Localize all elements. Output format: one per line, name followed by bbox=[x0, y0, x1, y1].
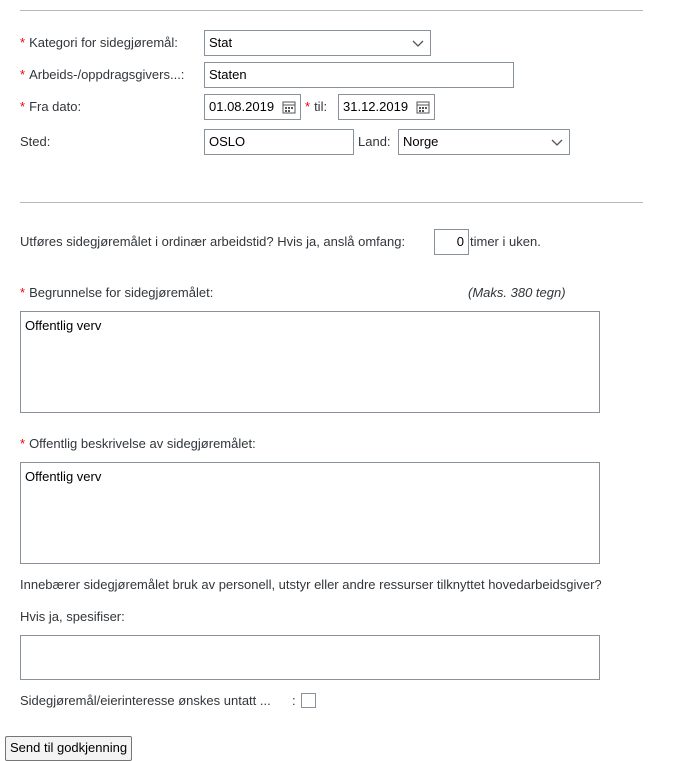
calendar-icon[interactable] bbox=[416, 100, 430, 114]
begrunnelse-hint: (Maks. 380 tegn) bbox=[468, 285, 566, 300]
fra-dato-label-text: Fra dato: bbox=[29, 99, 82, 114]
spesifiser-label: Hvis ja, spesifiser: bbox=[20, 609, 125, 624]
required-marker: * bbox=[20, 35, 26, 50]
calendar-icon[interactable] bbox=[282, 100, 296, 114]
fra-dato-value: 01.08.2019 bbox=[209, 99, 275, 114]
offentlig-beskrivelse-label bbox=[20, 436, 256, 452]
offentlig-beskrivelse-label-text: Offentlig beskrivelse av sidegjøremålet: bbox=[29, 436, 256, 451]
required-marker: * bbox=[20, 285, 26, 300]
kategori-label-text: Kategori for sidegjøremål: bbox=[29, 35, 178, 50]
til-dato-value: 31.12.2019 bbox=[343, 99, 409, 114]
til-dato-label-text: til: bbox=[314, 99, 328, 114]
arbeidstid-input[interactable] bbox=[434, 229, 469, 255]
fra-dato-label bbox=[20, 99, 81, 115]
arbeidsgiver-label-text: Arbeids-/oppdragsgivers...: bbox=[29, 67, 185, 82]
arbeidstid-value: 0 bbox=[456, 234, 464, 249]
til-dato-input[interactable] bbox=[338, 94, 435, 120]
begrunnelse-textarea[interactable] bbox=[20, 311, 600, 413]
top-divider bbox=[20, 10, 643, 11]
chevron-down-icon bbox=[551, 137, 563, 147]
unntatt-label: Sidegjøremål/eierinteresse ønskes untatt ... bbox=[20, 693, 271, 708]
begrunnelse-label-text: Begrunnelse for sidegjøremålet: bbox=[29, 285, 214, 300]
fra-dato-input[interactable] bbox=[204, 94, 301, 120]
kategori-value: Stat bbox=[209, 35, 233, 50]
offentlig-beskrivelse-textarea[interactable] bbox=[20, 462, 600, 564]
unntatt-checkbox[interactable] bbox=[301, 693, 316, 708]
arbeidsgiver-value: Staten bbox=[209, 67, 247, 82]
required-marker: * bbox=[20, 67, 26, 82]
sted-label: Sted: bbox=[20, 134, 51, 149]
required-marker: * bbox=[20, 436, 26, 451]
kategori-label bbox=[20, 35, 178, 51]
sted-value: OSLO bbox=[209, 134, 246, 149]
arbeidstid-suffix: timer i uken. bbox=[470, 234, 541, 249]
spesifiser-textarea[interactable] bbox=[20, 635, 600, 680]
chevron-down-icon bbox=[412, 38, 424, 48]
sted-input[interactable] bbox=[204, 129, 354, 155]
middle-divider bbox=[20, 202, 643, 203]
offentlig-beskrivelse-value: Offentlig verv bbox=[25, 469, 102, 484]
kategori-select[interactable] bbox=[204, 30, 431, 56]
land-value: Norge bbox=[403, 134, 439, 149]
begrunnelse-label bbox=[20, 285, 213, 301]
begrunnelse-value: Offentlig verv bbox=[25, 318, 102, 333]
arbeidsgiver-label bbox=[20, 67, 184, 83]
ressurser-question: Innebærer sidegjøremålet bruk av personell, utstyr eller andre ressurser tilknyttet hovedarbeidsgiver? bbox=[20, 577, 602, 592]
send-til-godkjenning-button[interactable]: Send til godkjenning bbox=[5, 736, 132, 761]
required-marker: * bbox=[20, 99, 26, 114]
unntatt-colon: : bbox=[292, 693, 296, 708]
required-marker: * bbox=[305, 99, 311, 114]
arbeidstid-question: Utføres sidegjøremålet i ordinær arbeidstid? Hvis ja, anslå omfang: bbox=[20, 234, 406, 249]
til-dato-label bbox=[305, 99, 327, 115]
land-label: Land: bbox=[358, 134, 391, 149]
arbeidsgiver-input[interactable] bbox=[204, 62, 514, 88]
land-select[interactable] bbox=[398, 129, 570, 155]
